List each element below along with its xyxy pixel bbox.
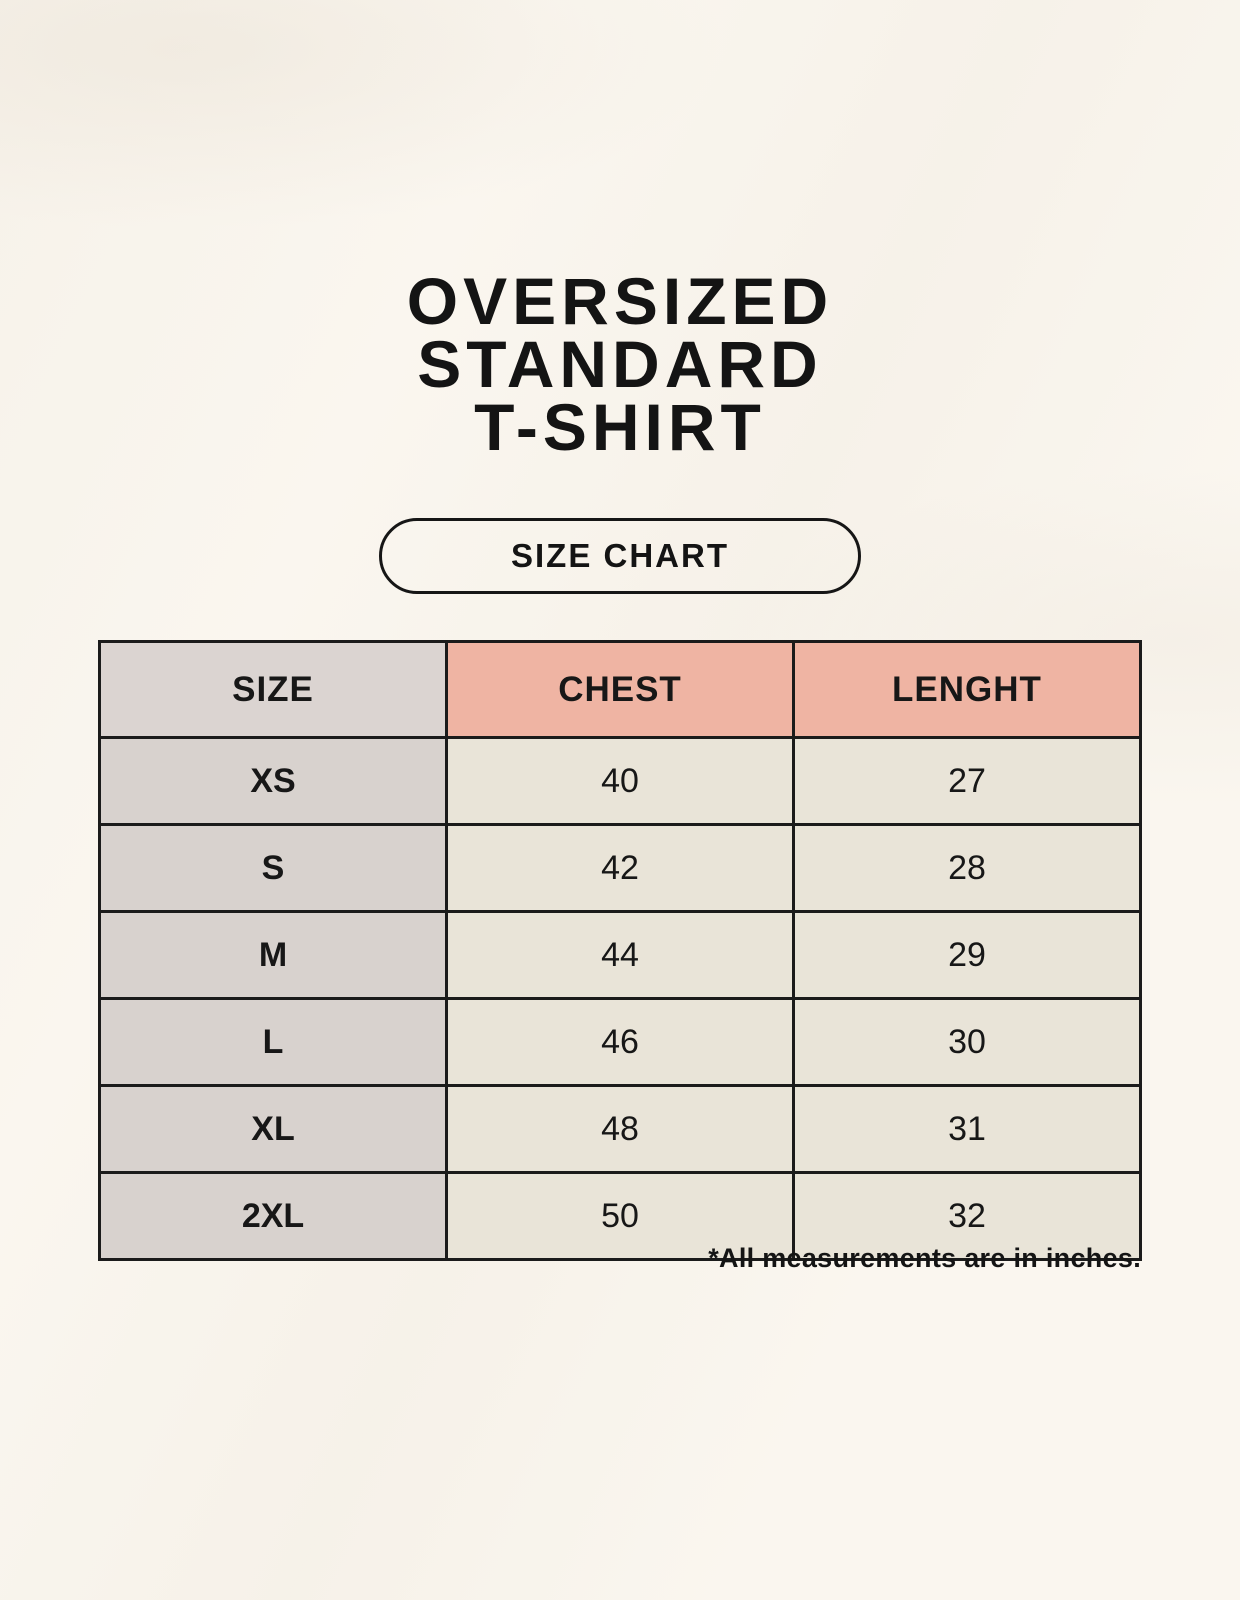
title-line-2: STANDARD bbox=[417, 327, 823, 401]
size-cell: XL bbox=[100, 1086, 447, 1173]
size-cell: XS bbox=[100, 738, 447, 825]
chest-cell: 42 bbox=[447, 825, 794, 912]
length-cell: 29 bbox=[794, 912, 1141, 999]
header-cell-chest: CHEST bbox=[447, 642, 794, 738]
title-line-3: T-SHIRT bbox=[474, 390, 766, 464]
table-row bbox=[100, 1086, 1141, 1173]
chest-cell: 46 bbox=[447, 999, 794, 1086]
length-cell: 32 bbox=[794, 1173, 1141, 1260]
length-cell: 27 bbox=[794, 738, 1141, 825]
title-line-1: OVERSIZED bbox=[406, 264, 834, 338]
measurements-footnote: *All measurements are in inches. bbox=[708, 1243, 1141, 1273]
size-cell: 2XL bbox=[100, 1173, 447, 1260]
size-chart-badge-label: SIZE CHART bbox=[511, 537, 729, 574]
table-row bbox=[100, 738, 1141, 825]
chest-cell: 48 bbox=[447, 1086, 794, 1173]
table-row bbox=[100, 825, 1141, 912]
length-cell: 28 bbox=[794, 825, 1141, 912]
chest-cell: 44 bbox=[447, 912, 794, 999]
page-title bbox=[0, 264, 1240, 464]
length-cell: 30 bbox=[794, 999, 1141, 1086]
chest-cell: 50 bbox=[447, 1173, 794, 1260]
size-chart-badge[interactable] bbox=[379, 518, 861, 594]
header-cell-size: SIZE bbox=[100, 642, 447, 738]
chest-cell: 40 bbox=[447, 738, 794, 825]
size-cell: S bbox=[100, 825, 447, 912]
table-row bbox=[100, 999, 1141, 1086]
header-cell-lenght: LENGHT bbox=[794, 642, 1141, 738]
length-cell: 31 bbox=[794, 1086, 1141, 1173]
size-cell: M bbox=[100, 912, 447, 999]
table-header-row bbox=[100, 642, 1141, 738]
size-chart-table bbox=[98, 640, 1142, 1261]
table-row bbox=[100, 912, 1141, 999]
size-cell: L bbox=[100, 999, 447, 1086]
